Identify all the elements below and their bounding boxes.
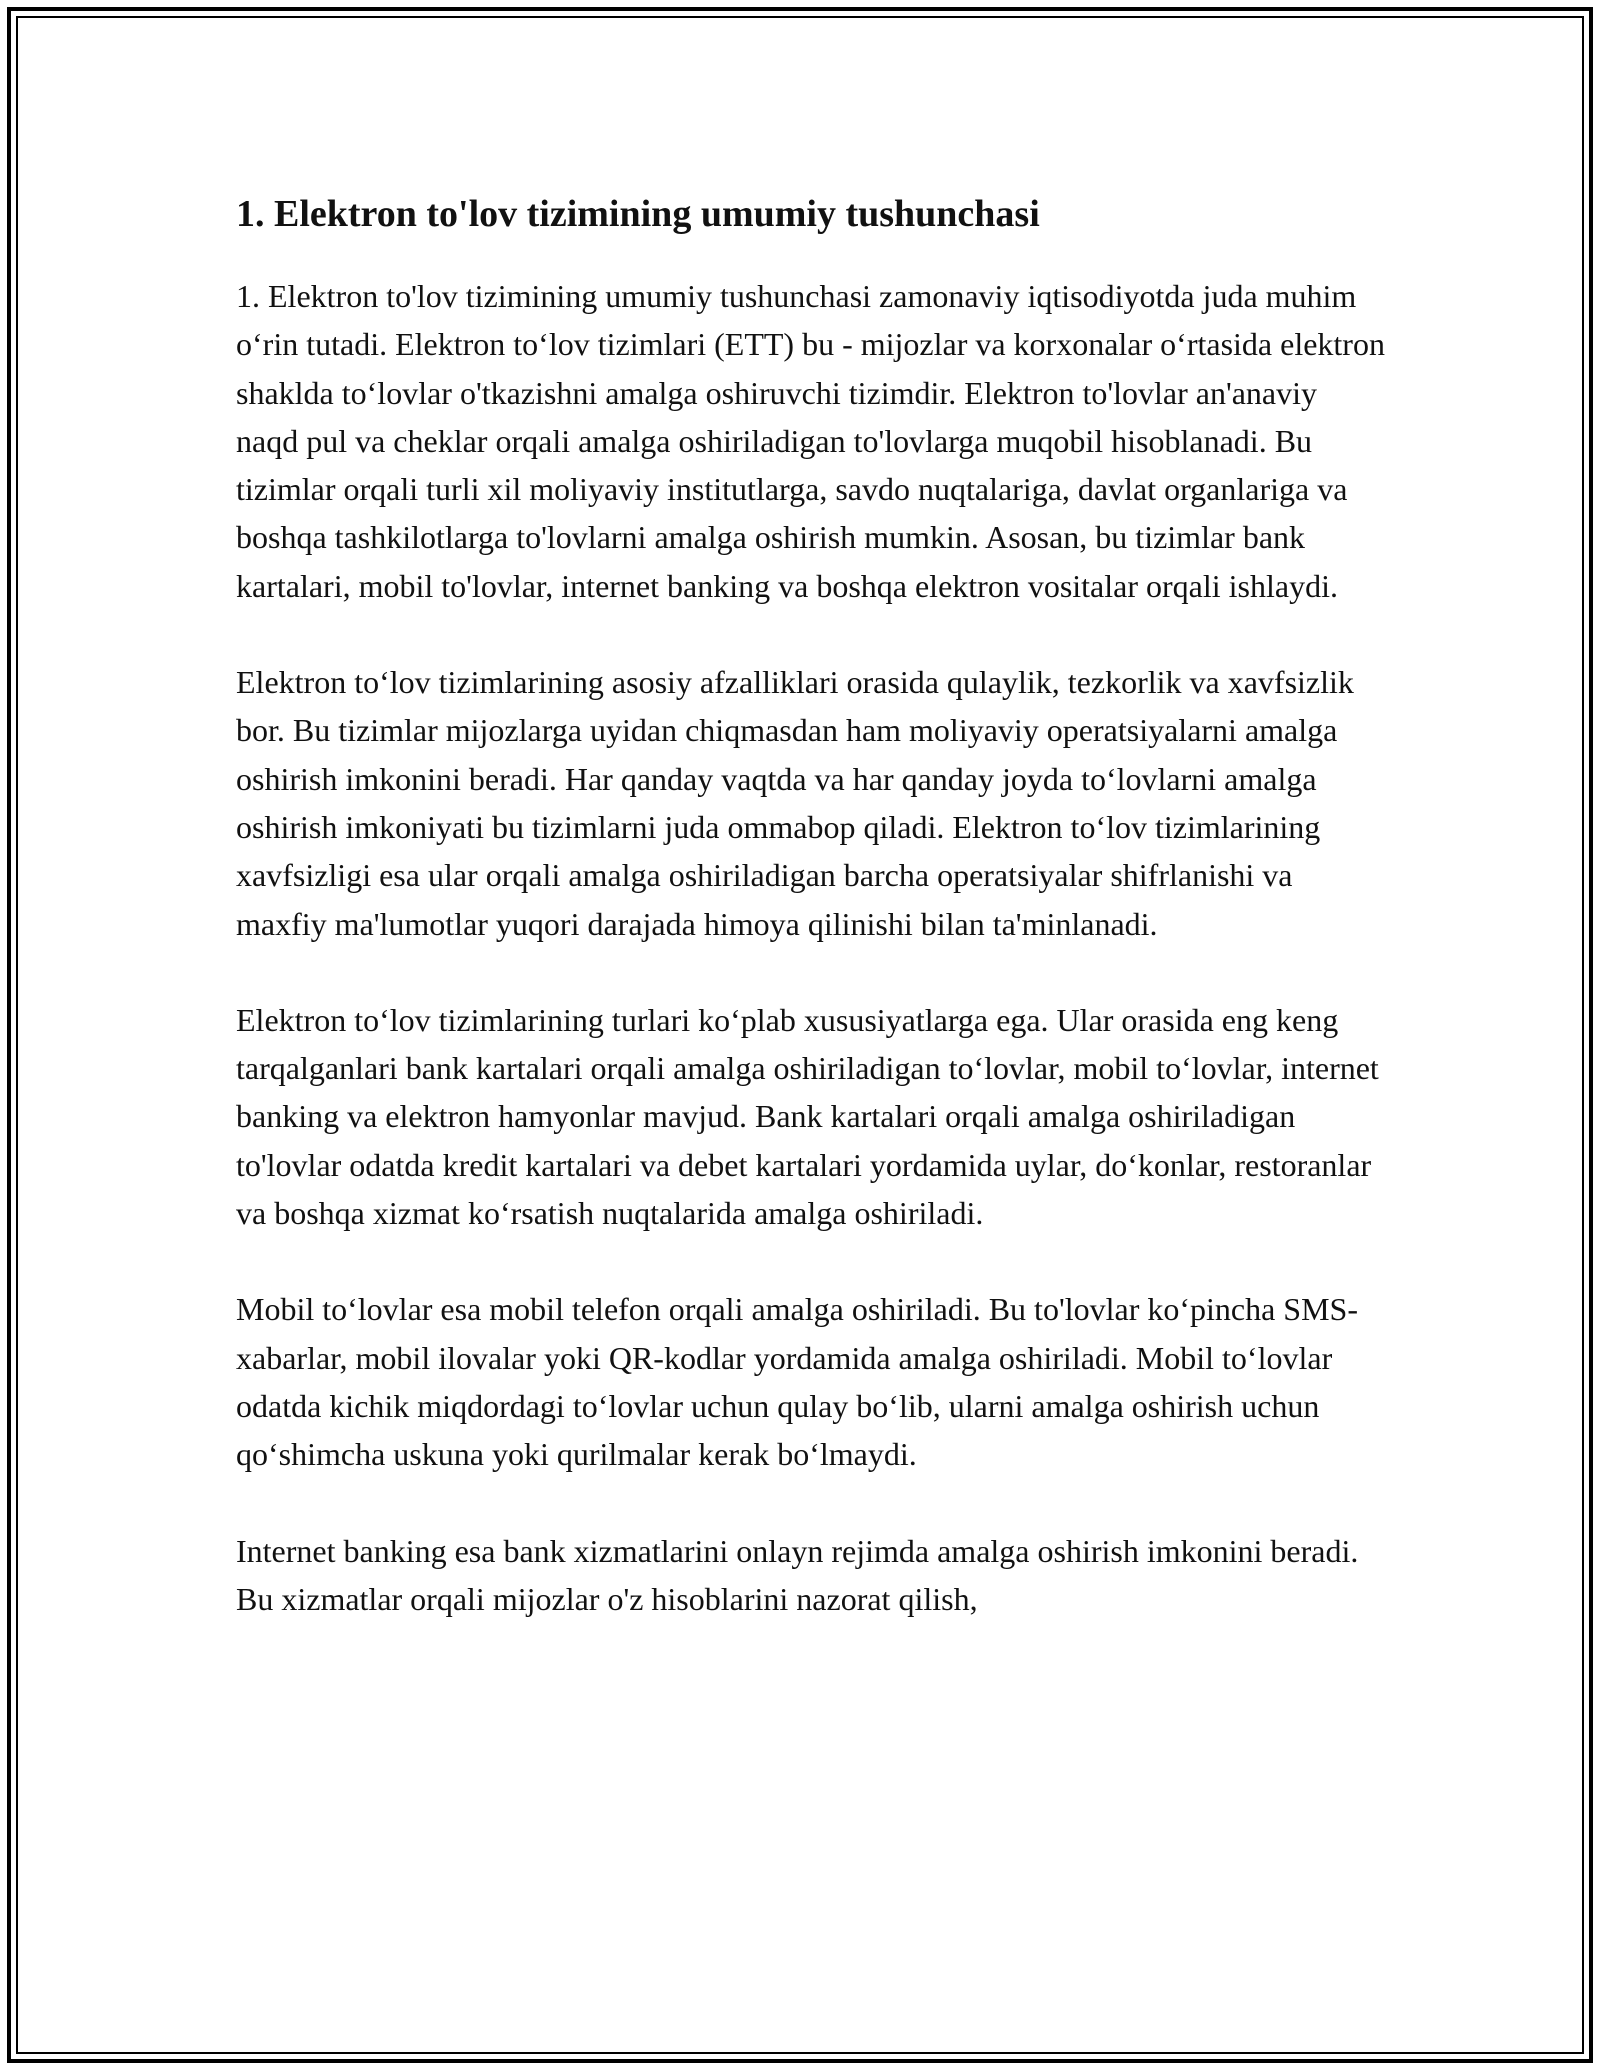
- paragraph-internet-banking: Internet banking esa bank xizmatlarini onlayn rejimda amalga oshirish imkonini beradi. Bu xizmatlar orqali mijozlar o'z hisoblarini nazorat qilish,: [236, 1532, 1359, 1617]
- document-body: [236, 188, 1386, 1671]
- document-title: 1. Elektron to'lov tizimining umumiy tushunchasi: [236, 193, 1040, 235]
- paragraph-mobile-payments: Mobil toʻlovlar esa mobil telefon orqali amalga oshiriladi. Bu to'lovlar koʻpincha SMS-xabarlar, mobil ilovalar yoki QR-kodlar yordamida amalga oshiriladi. Mobil toʻlovlar odatda kichik miqdordagi toʻlovlar uchun qulay boʻlib, ularni amalga oshirish uchun qoʻshimcha uskuna yoki qurilmalar kerak boʻlmaydi.: [236, 1291, 1358, 1473]
- paragraph-advantages: Elektron toʻlov tizimlarining asosiy afzalliklari orasida qulaylik, tezkorlik va xavfsizlik bor. Bu tizimlar mijozlarga uyidan chiqmasdan ham moliyaviy operatsiyalarni amalga oshirish imkonini beradi. Har qanday vaqtda va har qanday joyda toʻlovlarni amalga oshirish imkoniyati bu tizimlarni juda ommabop qiladi. Elektron toʻlov tizimlarining xavfsizligi esa ular orqali amalga oshiriladigan barcha operatsiyalar shifrlanishi va maxfiy ma'lumotlar yuqori darajada himoya qilinishi bilan ta'minlanadi.: [236, 664, 1354, 942]
- paragraph-types: Elektron toʻlov tizimlarining turlari koʻplab xususiyatlarga ega. Ular orasida eng keng tarqalganlari bank kartalari orqali amalga oshiriladigan toʻlovlar, mobil toʻlovlar, internet banking va elektron hamyonlar mavjud. Bank kartalari orqali amalga oshiriladigan to'lovlar odatda kredit kartalari va debet kartalari yordamida uylar, doʻkonlar, restoranlar va boshqa xizmat koʻrsatish nuqtalarida amalga oshiriladi.: [236, 1001, 1379, 1232]
- paragraph-general-concept: 1. Elektron to'lov tizimining umumiy tushunchasi zamonaviy iqtisodiyotda juda muhim oʻrin tutadi. Elektron toʻlov tizimlari (ETT) bu - mijozlar va korxonalar oʻrtasida elektron shaklda toʻlovlar o'tkazishni amalga oshiruvchi tizimdir. Elektron to'lovlar an'anaviy naqd pul va cheklar orqali amalga oshiriladigan to'lovlarga muqobil hisoblanadi. Bu tizimlar orqali turli xil moliyaviy institutlarga, savdo nuqtalariga, davlat organlariga va boshqa tashkilotlarga to'lovlarni amalga oshirish mumkin. Asosan, bu tizimlar bank kartalari, mobil to'lovlar, internet banking va boshqa elektron vositalar orqali ishlaydi.: [236, 278, 1385, 604]
